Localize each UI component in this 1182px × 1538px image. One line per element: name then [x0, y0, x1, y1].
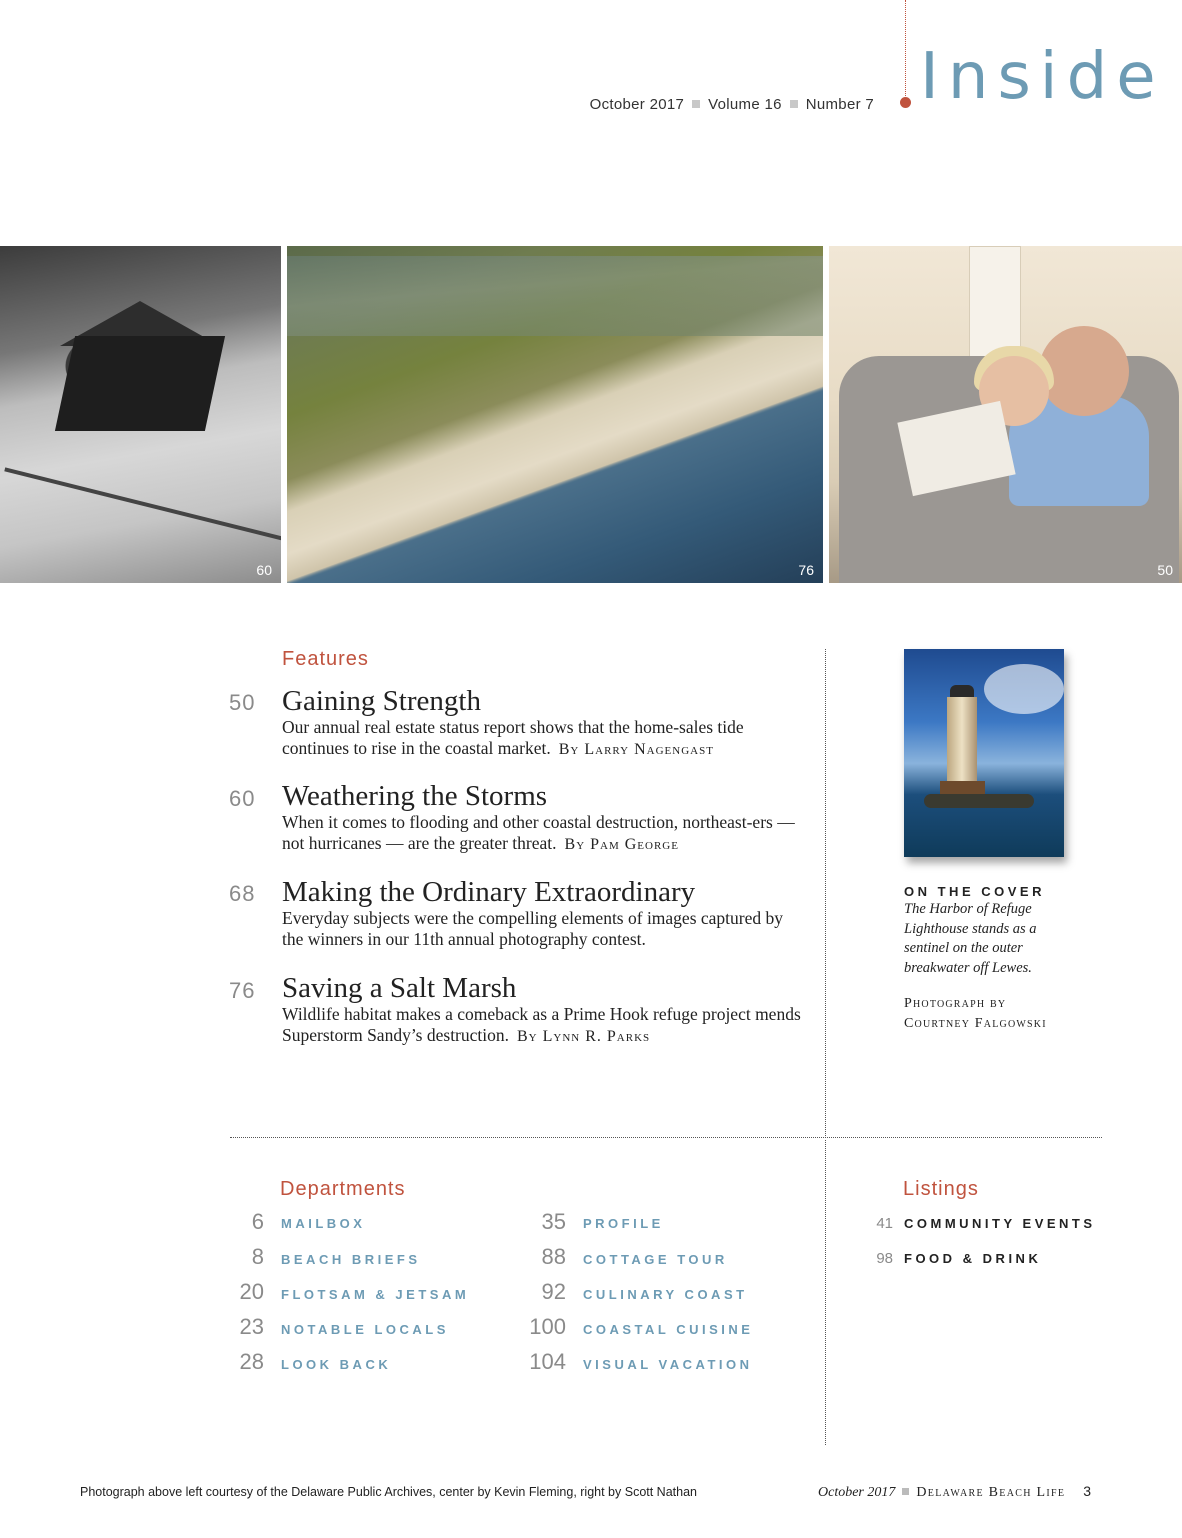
feature-title[interactable]: Weathering the Storms: [282, 780, 548, 812]
feature-description: [282, 812, 802, 855]
department-page-number: 8: [251, 1244, 264, 1269]
department-link[interactable]: BEACH BRIEFS: [281, 1252, 421, 1267]
issue-number: Number 7: [805, 96, 874, 113]
department-link[interactable]: LOOK BACK: [281, 1357, 392, 1372]
photo-page-number: 76: [798, 562, 814, 578]
feature-description: [282, 1004, 802, 1047]
footer-magazine: Delaware Beach Life: [916, 1485, 1066, 1500]
listings-heading: Listings: [903, 1178, 979, 1200]
issue-volume: Volume 16: [708, 96, 782, 113]
department-page-number: 28: [239, 1349, 264, 1374]
cover-credit-name: Courtney Falgowski: [904, 1016, 1047, 1031]
separator-square: [692, 100, 700, 108]
photo-page-number: 60: [256, 562, 272, 578]
feature-byline: By Larry Nagengast: [558, 741, 714, 758]
cover-caption: The Harbor of Refuge Lighthouse stands as a sentinel on the outer breakwater off Lewes.: [904, 901, 1037, 976]
feature-desc-text: When it comes to flooding and other coastal destruction, northeast-ers — not hurricanes — are the greater threat.: [282, 812, 795, 853]
feature-page-number: 50: [229, 690, 256, 715]
issue-month: October 2017: [589, 96, 685, 113]
feature-title[interactable]: Making the Ordinary Extraordinary: [282, 876, 696, 908]
feature-title[interactable]: Gaining Strength: [282, 685, 481, 717]
breakwater-rocks: [924, 794, 1034, 808]
photo-salt-marsh: [287, 246, 823, 583]
photo-door: [969, 246, 1021, 358]
header-dot: [900, 97, 911, 108]
department-link[interactable]: COASTAL CUISINE: [583, 1322, 754, 1337]
cover-heading: ON THE COVER: [904, 884, 1045, 899]
feature-desc-text: Wildlife habitat makes a comeback as a Prime Hook refuge project mends Superstorm Sandy’s destruction.: [282, 1004, 801, 1045]
feature-title[interactable]: Saving a Salt Marsh: [282, 972, 517, 1004]
separator-square: [902, 1488, 909, 1495]
department-link[interactable]: FLOTSAM & JETSAM: [281, 1287, 470, 1302]
feature-page-number: 60: [229, 786, 256, 811]
department-page-number: 35: [541, 1209, 566, 1234]
department-link[interactable]: PROFILE: [583, 1216, 664, 1231]
listing-page-number: 41: [876, 1215, 893, 1232]
feature-description: [282, 717, 802, 760]
feature-byline: By Pam George: [564, 836, 679, 853]
photo-house: [55, 336, 225, 431]
department-link[interactable]: VISUAL VACATION: [583, 1357, 753, 1372]
department-link[interactable]: NOTABLE LOCALS: [281, 1322, 449, 1337]
department-page-number: 20: [239, 1279, 264, 1304]
photo-credits: Photograph above left courtesy of the Delaware Public Archives, center by Kevin Fleming, right by Scott Nathan: [80, 1485, 697, 1499]
section-title: Inside: [920, 40, 1165, 114]
listing-link[interactable]: FOOD & DRINK: [904, 1251, 1042, 1266]
listing-link[interactable]: COMMUNITY EVENTS: [904, 1216, 1096, 1231]
feature-page-number: 68: [229, 881, 256, 906]
photo-storm-damage: [0, 246, 281, 583]
department-page-number: 100: [529, 1314, 566, 1339]
department-page-number: 88: [541, 1244, 566, 1269]
feature-page-number: 76: [229, 978, 256, 1003]
department-page-number: 6: [251, 1209, 264, 1234]
cover-cloud: [984, 664, 1064, 714]
separator-square: [790, 100, 798, 108]
header-dotted-rule: [905, 0, 906, 96]
department-link[interactable]: CULINARY COAST: [583, 1287, 748, 1302]
photo-marsh-water: [287, 256, 823, 336]
department-link[interactable]: COTTAGE TOUR: [583, 1252, 728, 1267]
page-footer: [818, 1483, 1091, 1501]
departments-heading: Departments: [280, 1178, 406, 1200]
feature-desc-text: Our annual real estate status report shows that the home-sales tide continues to rise in the coastal market.: [282, 717, 744, 758]
feature-description: [282, 908, 802, 950]
footer-page-number: 3: [1083, 1483, 1092, 1499]
department-page-number: 92: [541, 1279, 566, 1304]
vertical-divider: [825, 649, 826, 1138]
department-link[interactable]: MAILBOX: [281, 1216, 366, 1231]
cover-image[interactable]: [904, 649, 1064, 857]
department-page-number: 23: [239, 1314, 264, 1339]
photo-couple: [829, 246, 1182, 583]
photo-page-number: 50: [1157, 562, 1173, 578]
lighthouse-tower: [947, 697, 977, 787]
vertical-divider: [825, 1140, 826, 1445]
listing-page-number: 98: [876, 1250, 893, 1267]
cover-credit-line: Photograph by: [904, 996, 1007, 1011]
feature-desc-text: Everyday subjects were the compelling elements of images captured by the winners in our 11th annual photography contest.: [282, 908, 784, 949]
department-page-number: 104: [529, 1349, 566, 1374]
issue-info: [590, 96, 874, 113]
cover-credit: [904, 994, 1084, 1034]
photo-shoreline: [4, 467, 281, 548]
horizontal-divider: [230, 1137, 1102, 1138]
features-heading: Features: [282, 648, 369, 670]
feature-byline: By Lynn R. Parks: [517, 1028, 651, 1045]
footer-date: October 2017: [818, 1485, 896, 1500]
